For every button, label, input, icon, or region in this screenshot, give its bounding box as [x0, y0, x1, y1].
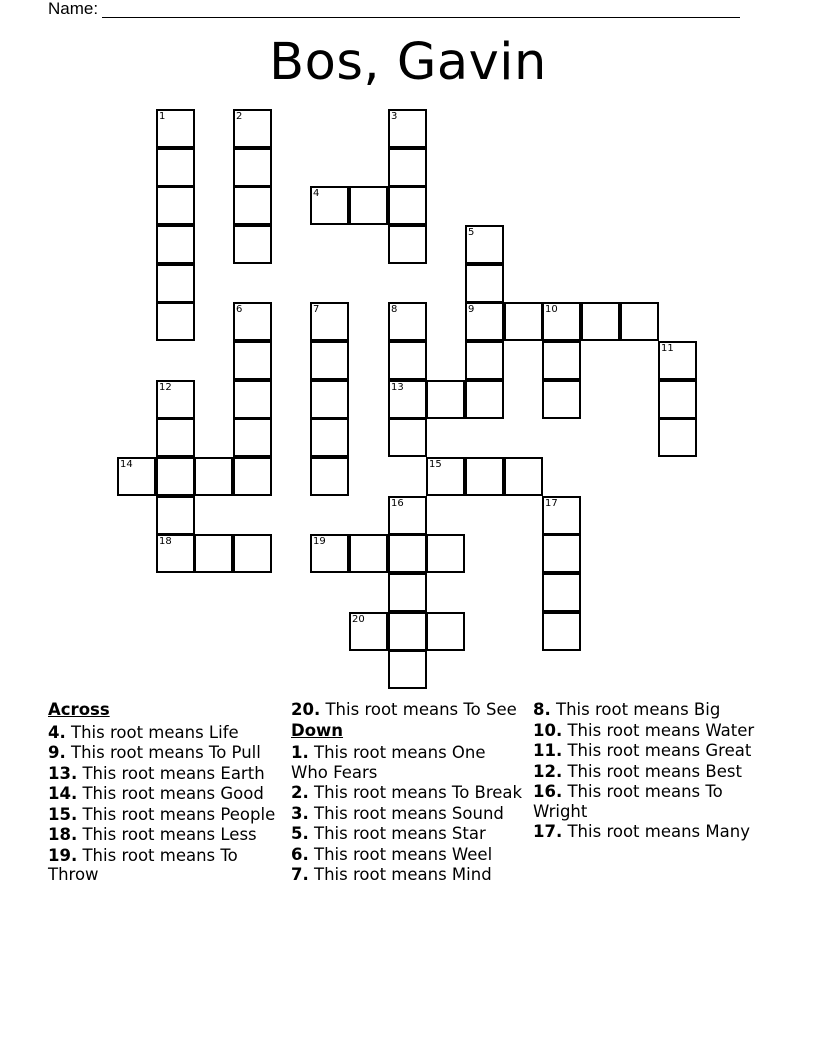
grid-cell[interactable] — [388, 650, 427, 689]
clue-heading: Across — [48, 700, 110, 719]
grid-cell[interactable] — [426, 612, 465, 651]
clues-column-3 — [533, 700, 769, 843]
clue-item-number: 3. — [291, 803, 309, 823]
grid-cell[interactable] — [310, 418, 349, 457]
clue-number: 2 — [236, 111, 243, 122]
clue-item — [48, 764, 284, 784]
clue-number: 5 — [468, 227, 475, 238]
grid-cell[interactable] — [388, 534, 427, 573]
grid-cell[interactable] — [620, 302, 659, 341]
name-label: Name: — [48, 0, 99, 18]
grid-cell[interactable] — [388, 302, 427, 341]
clue-number: 9 — [468, 304, 475, 315]
grid-cell[interactable] — [310, 186, 349, 225]
grid-cell[interactable] — [194, 534, 233, 573]
clue-item-number: 5. — [291, 824, 309, 843]
clue-number: 10 — [545, 304, 558, 315]
clue-item-number: 18. — [48, 825, 78, 844]
grid-cell[interactable] — [388, 148, 427, 187]
clue-item-text: This root means Great — [562, 741, 752, 760]
clue-item-number: 4. — [48, 722, 66, 742]
page-title: Bos, Gavin — [269, 33, 547, 92]
grid-cell[interactable] — [156, 109, 195, 148]
clue-heading: Down — [291, 720, 344, 740]
grid-cell[interactable] — [542, 573, 581, 612]
clue-number: 1 — [159, 111, 166, 122]
clue-item-text: This root means Mind — [308, 865, 492, 884]
grid-cell[interactable] — [233, 380, 272, 419]
clue-item-number: 20. — [291, 700, 321, 719]
grid-cell[interactable] — [465, 225, 504, 264]
grid-cell[interactable] — [233, 341, 272, 380]
grid-cell[interactable] — [349, 534, 388, 573]
grid-cell[interactable] — [233, 148, 272, 187]
grid-cell[interactable] — [349, 612, 388, 651]
clue-item-text: This root means Best — [562, 761, 742, 781]
grid-cell[interactable] — [581, 302, 620, 341]
grid-cell[interactable] — [388, 496, 427, 535]
clue-item-text: This root means To Break — [308, 783, 523, 802]
clue-item — [48, 805, 284, 825]
clue-item-number: 19. — [48, 845, 78, 865]
grid-cell[interactable] — [156, 380, 195, 419]
clue-item-text: This root means To Pull — [65, 743, 261, 762]
clue-item-number: 15. — [48, 804, 78, 824]
clue-item-text: This root means To Wright — [533, 782, 723, 821]
clue-item — [291, 783, 527, 803]
clue-item — [48, 846, 284, 885]
clue-item — [291, 824, 527, 844]
clue-number: 4 — [313, 188, 320, 199]
clue-item-text: This root means To Throw — [48, 845, 238, 884]
grid-cell[interactable] — [465, 264, 504, 303]
clue-item — [48, 743, 284, 763]
clues-column-1 — [48, 700, 284, 886]
clue-item — [291, 743, 527, 782]
clue-item — [533, 782, 769, 821]
grid-cell[interactable] — [156, 418, 195, 457]
grid-cell[interactable] — [117, 457, 156, 496]
clue-item-text: This root means Sound — [308, 803, 504, 823]
grid-cell[interactable] — [388, 418, 427, 457]
grid-cell[interactable] — [658, 341, 697, 380]
clue-item-text: This root means Earth — [77, 763, 265, 783]
clue-item-number: 16. — [533, 782, 563, 801]
grid-cell[interactable] — [542, 302, 581, 341]
grid-cell[interactable] — [156, 457, 195, 496]
grid-cell[interactable] — [465, 380, 504, 419]
clue-item-number: 1. — [291, 743, 309, 762]
grid-cell[interactable] — [233, 534, 272, 573]
clue-item-text: This root means To See — [320, 700, 517, 719]
grid-cell[interactable] — [465, 302, 504, 341]
clue-item-text: This root means Water — [562, 720, 755, 740]
grid-cell[interactable] — [156, 264, 195, 303]
grid-cell[interactable] — [156, 496, 195, 535]
clue-item-number: 17. — [533, 822, 563, 841]
grid-cell[interactable] — [465, 457, 504, 496]
grid-cell[interactable] — [233, 302, 272, 341]
clue-item-text: This root means People — [77, 804, 276, 824]
clue-number: 18 — [159, 536, 172, 547]
clue-item — [291, 804, 527, 824]
grid-cell[interactable] — [388, 612, 427, 651]
clue-item — [48, 825, 284, 845]
grid-cell[interactable] — [426, 380, 465, 419]
grid-cell[interactable] — [465, 341, 504, 380]
clue-item-text: This root means Star — [308, 824, 486, 843]
clue-number: 3 — [391, 111, 398, 122]
grid-cell[interactable] — [658, 418, 697, 457]
clue-item-text: This root means Less — [77, 825, 257, 844]
grid-cell[interactable] — [233, 225, 272, 264]
grid-cell[interactable] — [310, 457, 349, 496]
clue-item-text: This root means Many — [562, 822, 750, 841]
clue-item-number: 7. — [291, 865, 309, 884]
grid-cell[interactable] — [310, 341, 349, 380]
grid-cell[interactable] — [233, 457, 272, 496]
clue-item — [533, 822, 769, 842]
clue-number: 11 — [661, 343, 674, 354]
clue-number: 16 — [391, 498, 404, 509]
grid-cell[interactable] — [426, 534, 465, 573]
grid-cell[interactable] — [156, 302, 195, 341]
grid-cell[interactable] — [542, 341, 581, 380]
clue-number: 20 — [352, 614, 365, 625]
clue-item — [533, 762, 769, 782]
grid-cell[interactable] — [233, 109, 272, 148]
grid-cell[interactable] — [542, 496, 581, 535]
clue-item-number: 14. — [48, 784, 78, 803]
clue-item-number: 11. — [533, 741, 563, 760]
clue-item-number: 9. — [48, 743, 66, 762]
clue-item — [533, 741, 769, 761]
grid-cell[interactable] — [310, 534, 349, 573]
clue-item — [533, 721, 769, 741]
clue-item — [533, 700, 769, 720]
grid-cell[interactable] — [233, 186, 272, 225]
grid-cell[interactable] — [542, 534, 581, 573]
grid-cell[interactable] — [233, 418, 272, 457]
clue-item-text: This root means Good — [77, 784, 264, 803]
clue-item-text: This root means Life — [65, 722, 239, 742]
grid-cell[interactable] — [310, 302, 349, 341]
grid-cell[interactable] — [156, 225, 195, 264]
clue-item-number: 10. — [533, 720, 563, 740]
clue-item-number: 2. — [291, 783, 309, 802]
clue-number: 12 — [159, 382, 172, 393]
clue-item — [48, 784, 284, 804]
grid-cell[interactable] — [156, 186, 195, 225]
clue-item-text: This root means Big — [550, 700, 721, 719]
grid-cell[interactable] — [426, 457, 465, 496]
grid-cell[interactable] — [542, 612, 581, 651]
grid-cell[interactable] — [194, 457, 233, 496]
grid-cell[interactable] — [388, 380, 427, 419]
grid-cell[interactable] — [504, 457, 543, 496]
clue-item-number: 13. — [48, 763, 78, 783]
grid-cell[interactable] — [310, 380, 349, 419]
clue-item — [48, 723, 284, 743]
grid-cell[interactable] — [388, 573, 427, 612]
clue-number: 7 — [313, 304, 320, 315]
grid-cell[interactable] — [388, 186, 427, 225]
clue-item-number: 12. — [533, 761, 563, 781]
clue-item — [291, 845, 527, 865]
grid-cell[interactable] — [542, 380, 581, 419]
grid-cell[interactable] — [658, 380, 697, 419]
grid-cell[interactable] — [388, 225, 427, 264]
clue-item — [291, 700, 527, 720]
clues-column-2 — [291, 700, 527, 886]
clue-number: 6 — [236, 304, 243, 315]
grid-cell[interactable] — [156, 148, 195, 187]
clue-number: 19 — [313, 536, 326, 547]
clue-item-text: This root means One Who Fears — [291, 743, 486, 782]
clue-item-number: 8. — [533, 700, 551, 719]
grid-cell[interactable] — [156, 534, 195, 573]
grid-cell[interactable] — [349, 186, 388, 225]
clue-item-text: This root means Weel — [308, 844, 493, 864]
clue-number: 14 — [120, 459, 133, 470]
grid-cell[interactable] — [504, 302, 543, 341]
clue-item-number: 6. — [291, 844, 309, 864]
clue-number: 17 — [545, 498, 558, 509]
clue-number: 13 — [391, 382, 404, 393]
grid-cell[interactable] — [388, 109, 427, 148]
clue-item — [291, 865, 527, 885]
grid-cell[interactable] — [388, 341, 427, 380]
clue-number: 8 — [391, 304, 398, 315]
clue-number: 15 — [429, 459, 442, 470]
